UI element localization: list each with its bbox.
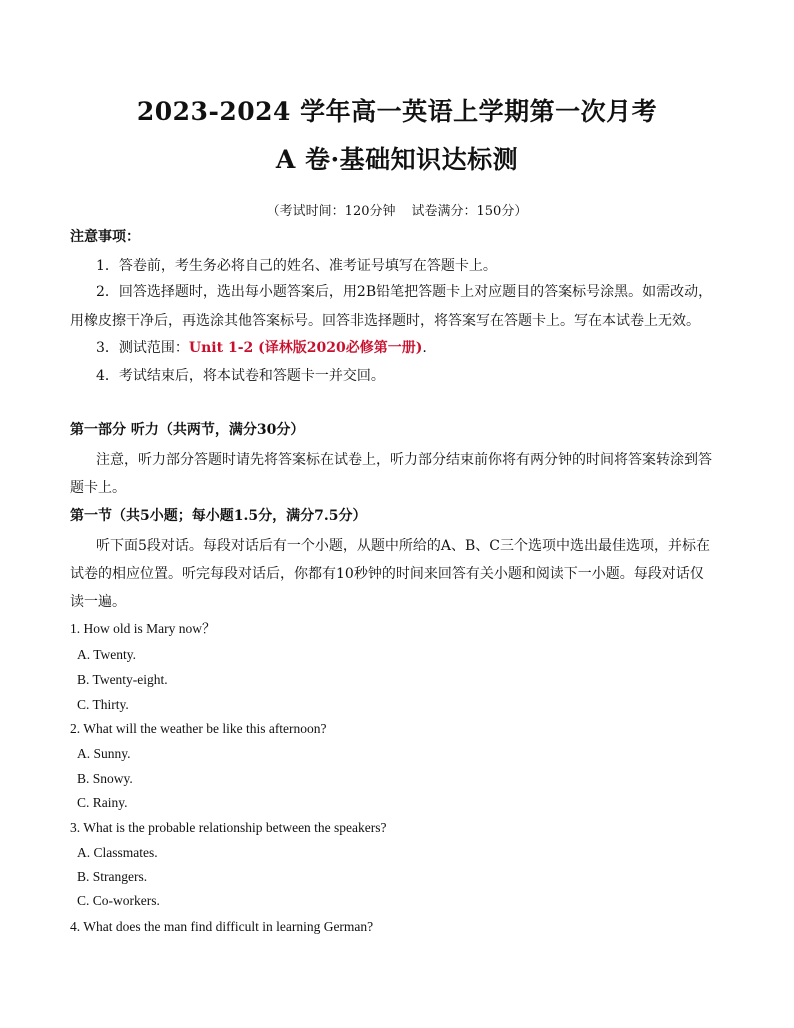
test-scope: Unit 1-2 (译林版2020必修第一册) bbox=[188, 340, 423, 356]
notice-heading: 注意事项： bbox=[70, 229, 140, 245]
notice-item-4: 4．考试结束后，将本试卷和答题卡一并交回。 bbox=[96, 368, 385, 384]
question-3-option-a: A. Classmates. bbox=[77, 845, 158, 860]
question-2: 2. What will the weather be like this afternoon? bbox=[70, 721, 327, 736]
question-1-option-c: C. Thirty. bbox=[77, 697, 129, 712]
exam-score: 试卷满分：150分） bbox=[411, 204, 528, 219]
question-2-option-b: B. Snowy. bbox=[77, 771, 133, 786]
question-3-option-c: C. Co-workers. bbox=[77, 893, 160, 908]
question-2-option-c: C. Rainy. bbox=[77, 795, 128, 810]
notice-item-3 bbox=[96, 340, 427, 357]
section1-heading: 第一节（共5小题；每小题1.5分，满分7.5分） bbox=[70, 508, 367, 524]
part1-heading: 第一部分 听力（共两节，满分30分） bbox=[70, 422, 305, 438]
exam-subtitle: A 卷·基础知识达标测 bbox=[275, 145, 519, 174]
question-1-option-a: A. Twenty. bbox=[77, 647, 137, 662]
question-3: 3. What is the probable relationship between the speakers? bbox=[70, 820, 387, 835]
question-3-option-b: B. Strangers. bbox=[77, 869, 148, 884]
question-2-option-a: A. Sunny. bbox=[77, 746, 131, 761]
section1-instr-line-1: 听下面5段对话。每段对话后有一个小题，从题中所给的A、B、C三个选项中选出最佳选项，并标在 bbox=[96, 538, 711, 554]
question-1-option-b: B. Twenty-eight. bbox=[77, 672, 168, 687]
notice-item-1: 1．答卷前，考生务必将自己的姓名、准考证号填写在答题卡上。 bbox=[96, 258, 497, 274]
notice-item-2-line-2: 用橡皮擦干净后，再选涂其他答案标号。回答非选择题时，将答案写在答题卡上。写在本试卷上无效。 bbox=[70, 313, 700, 329]
exam-time: （考试时间：120分钟 bbox=[266, 204, 396, 219]
notice-item-3-prefix: 3．测试范围： bbox=[96, 340, 189, 356]
notice-item-2-line-1: 2．回答选择题时，选出每小题答案后，用2B铅笔把答题卡上对应题目的答案标号涂黑。如需改动， bbox=[96, 284, 713, 300]
section1-instr-line-3: 读一遍。 bbox=[70, 594, 126, 610]
exam-info bbox=[0, 200, 794, 219]
part1-note-line-2: 题卡上。 bbox=[70, 480, 126, 496]
exam-title: 2023-2024 学年高一英语上学期第一次月考 bbox=[136, 97, 658, 126]
part1-note-line-1: 注意，听力部分答题时请先将答案标在试卷上，听力部分结束前你将有两分钟的时间将答案转涂到答 bbox=[96, 452, 712, 468]
notice-item-3-suffix: . bbox=[422, 340, 427, 356]
question-1: 1. How old is Mary now？ bbox=[70, 621, 216, 636]
question-4: 4. What does the man find difficult in learning German? bbox=[70, 919, 374, 934]
section1-instr-line-2: 试卷的相应位置。听完每段对话后，你都有10秒钟的时间来回答有关小题和阅读下一小题。每段对话仅 bbox=[70, 566, 704, 582]
